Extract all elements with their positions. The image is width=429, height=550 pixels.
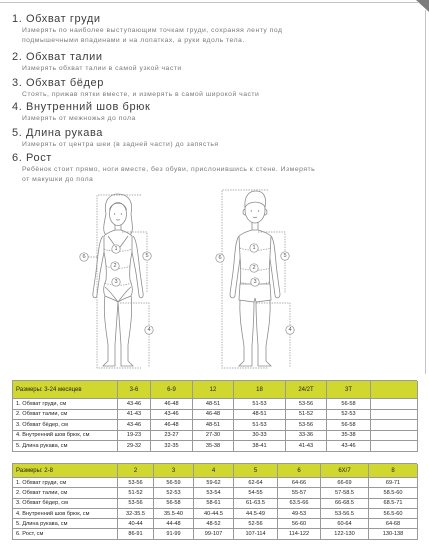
measurement-title: 6. Рост	[12, 151, 52, 164]
table-row-label: 2. Обхват талии, см	[13, 410, 118, 421]
table-size-header: 5	[234, 464, 278, 478]
table-cell: 35-38	[193, 441, 234, 452]
table-cell: 62-64	[234, 478, 278, 488]
marker-number: 5	[283, 253, 287, 259]
table-filler-cell	[371, 431, 418, 442]
marker-number: 3	[253, 279, 257, 285]
table-size-header: 2	[118, 464, 154, 478]
table-size-header: 3	[154, 464, 194, 478]
table-filler-cell	[371, 381, 418, 399]
table-cell: 56-58	[327, 420, 371, 431]
table-cell: 86-91	[118, 529, 154, 539]
table-cell: 91-99	[154, 529, 194, 539]
boy-shorts	[239, 284, 271, 302]
table-row-label: 5. Длина рукава, см	[13, 519, 118, 529]
description-line: Ребёнок стоит прямо, ноги вместе, без обуви, прислонившись к стене. Измерять	[22, 165, 316, 173]
table-cell: 43-46	[118, 399, 151, 410]
girl-marker-inseam	[145, 326, 153, 334]
table-cell: 66-69	[321, 478, 369, 488]
table-header-title: Размеры: 3-24 месяцев	[13, 381, 118, 399]
girl-left-eye	[114, 213, 115, 214]
table-size-header: 8	[369, 464, 418, 478]
description-line: подмышечными впадинами и на лопатках, а руки вдоль тела.	[22, 37, 245, 44]
table-cell: 51-53	[234, 420, 286, 431]
girl-marker-waist	[111, 262, 119, 270]
boy-marker-chest	[250, 244, 258, 252]
table-cell: 69-71	[369, 478, 418, 488]
table-cell: 114-122	[278, 529, 321, 539]
table-row-label: 1. Обхват груди, см	[13, 399, 118, 410]
table-cell: 54-55	[234, 488, 278, 498]
table-cell: 51-52	[118, 488, 154, 498]
table-cell: 64-66	[278, 478, 321, 488]
table-cell: 48-51	[234, 410, 286, 421]
description-line: Измерять от центра шеи (в задней части) до запястья	[22, 140, 219, 148]
measurement-title: 2. Обхват талии	[12, 50, 103, 63]
table-cell: 63.5-66	[278, 499, 321, 509]
table-cell: 58-61	[194, 499, 234, 509]
table-cell: 68.5-71	[369, 499, 418, 509]
table-cell: 43-46	[327, 441, 371, 452]
marker-number: 6	[82, 254, 86, 260]
boy-marker-sleeve	[281, 252, 289, 260]
table-size-header: 4	[194, 464, 234, 478]
table-cell: 53-56	[118, 499, 154, 509]
girl-marker-sleeve	[143, 252, 151, 260]
description-line: Стоять, прижав пятки вместе, и измерять в самой широкой части	[22, 90, 260, 98]
table-cell: 56-58	[154, 499, 194, 509]
table-row-label: 6. Рост, см	[13, 529, 118, 539]
table-cell: 53-54	[194, 488, 234, 498]
table-cell: 32-35.5	[118, 509, 154, 519]
girl-left-arm	[93, 236, 104, 298]
table-row-label: 4. Внутренний шов брюк, см	[13, 509, 118, 519]
boy-marker-height	[216, 254, 224, 262]
table-cell: 19-23	[118, 431, 151, 442]
table-cell: 56-60	[278, 519, 321, 529]
table-row-label: 5. Длина рукава, см	[13, 441, 118, 452]
table-row-label: 1. Обхват груди, см	[13, 478, 118, 488]
table-cell: 23-27	[151, 431, 193, 442]
size-table-kids	[12, 463, 417, 540]
table-cell: 38-41	[234, 441, 286, 452]
table-cell: 51-52	[286, 410, 327, 421]
table-cell: 53-56	[286, 420, 327, 431]
table-filler-cell	[371, 420, 418, 431]
girl-left-leg	[103, 294, 118, 366]
marker-number: 5	[145, 253, 149, 259]
table-cell: 43-46	[118, 420, 151, 431]
table-cell: 122-130	[321, 529, 369, 539]
table-size-header: 12	[193, 381, 234, 399]
measurement-title: 3. Обхват бёдер	[12, 76, 104, 89]
table-cell: 46-48	[151, 420, 193, 431]
table-size-header: 3-6	[118, 381, 151, 399]
table-cell: 44.5-49	[234, 509, 278, 519]
table-cell: 46-48	[193, 410, 234, 421]
table-size-header: 3T	[327, 381, 371, 399]
table-cell: 56.5-60	[369, 509, 418, 519]
marker-number: 2	[252, 265, 256, 271]
table-row-label: 2. Обхват талии, см	[13, 488, 118, 498]
table-cell: 40-44.5	[194, 509, 234, 519]
table-cell: 48-51	[193, 420, 234, 431]
measurement-title: 5. Длина рукава	[12, 126, 103, 139]
table-cell: 61-63.5	[234, 499, 278, 509]
description-line: от макушки до пола	[22, 176, 94, 183]
marker-number: 1	[252, 245, 256, 251]
boy-marker-waist	[250, 264, 258, 272]
table-cell: 56-59	[154, 478, 194, 488]
table-cell: 48-52	[194, 519, 234, 529]
table-cell: 53-56.5	[321, 509, 369, 519]
marker-number: 1	[114, 246, 118, 252]
table-cell: 46-48	[151, 399, 193, 410]
table-row-label: 3. Обхват бёдер, см	[13, 420, 118, 431]
boy-right-eye	[258, 210, 259, 211]
table-cell: 41-43	[286, 441, 327, 452]
girl-right-leg	[118, 294, 133, 366]
boy-marker-hips	[251, 278, 259, 286]
table-cell: 33-36	[286, 431, 327, 442]
table-cell: 30-33	[234, 431, 286, 442]
table-cell: 64-68	[369, 519, 418, 529]
table-row-label: 4. Внутренний шов брюк, см	[13, 431, 118, 442]
table-cell: 44-48	[154, 519, 194, 529]
boy-left-leg	[239, 298, 254, 366]
girl-face	[110, 203, 127, 226]
table-cell: 52-53	[327, 410, 371, 421]
table-cell: 130-138	[369, 529, 418, 539]
boy-marker-inseam	[286, 326, 294, 334]
table-cell: 40-44	[118, 519, 154, 529]
marker-number: 2	[113, 263, 117, 269]
boy-right-leg	[256, 298, 271, 366]
table-filler-cell	[371, 410, 418, 421]
table-cell: 48-51	[193, 399, 234, 410]
table-size-header: 6	[278, 464, 321, 478]
marker-number: 4	[288, 327, 292, 333]
table-cell: 32-35	[151, 441, 193, 452]
table-row-label: 3. Обхват бёдер, см	[13, 499, 118, 509]
table-cell: 29-32	[118, 441, 151, 452]
size-table-infant	[12, 380, 417, 452]
table-cell: 27-30	[193, 431, 234, 442]
table-size-header: 6X/7	[321, 464, 369, 478]
table-cell: 53-56	[286, 399, 327, 410]
girl-right-eye	[121, 213, 122, 214]
table-cell: 51-53	[234, 399, 286, 410]
description-line: Измерять по наиболее выступающим точкам груди, сохраняя ленту под	[22, 26, 283, 34]
boy-left-eye	[251, 210, 252, 211]
table-cell: 107-114	[234, 529, 278, 539]
table-cell: 49-53	[278, 509, 321, 519]
table-filler-cell	[371, 399, 418, 410]
marker-number: 4	[147, 327, 151, 333]
table-cell: 41-43	[118, 410, 151, 421]
table-size-header: 6-9	[151, 381, 193, 399]
table-cell: 57-58.5	[321, 488, 369, 498]
table-size-header: 24/2T	[286, 381, 327, 399]
girl-right-arm	[132, 236, 143, 298]
table-cell: 35-38	[327, 431, 371, 442]
description-line: Измерять от межножья до пола	[22, 114, 136, 122]
girl-marker-height	[80, 253, 88, 261]
table-cell: 56-58	[327, 399, 371, 410]
girl-marker-hips	[112, 278, 120, 286]
table-cell: 60-64	[321, 519, 369, 529]
table-cell: 58.5-60	[369, 488, 418, 498]
table-cell: 52-56	[234, 519, 278, 529]
table-cell: 55-57	[278, 488, 321, 498]
table-cell: 59-62	[194, 478, 234, 488]
table-cell: 99-107	[194, 529, 234, 539]
girl-marker-chest	[112, 245, 120, 253]
marker-number: 3	[114, 279, 118, 285]
description-line: Измерять обхват талии в самой узкой части	[22, 64, 182, 72]
marker-number: 6	[218, 255, 222, 261]
table-filler-cell	[371, 441, 418, 452]
measurement-title: 1. Обхват груди	[12, 12, 101, 25]
measurement-title: 4. Внутренний шов брюк	[12, 100, 151, 113]
table-cell: 52-53	[154, 488, 194, 498]
table-cell: 53-56	[118, 478, 154, 488]
table-cell: 66-68.5	[321, 499, 369, 509]
table-size-header: 18	[234, 381, 286, 399]
table-header-title: Размеры: 2-8	[13, 464, 118, 478]
table-cell: 43-46	[151, 410, 193, 421]
table-cell: 35.5-40	[154, 509, 194, 519]
